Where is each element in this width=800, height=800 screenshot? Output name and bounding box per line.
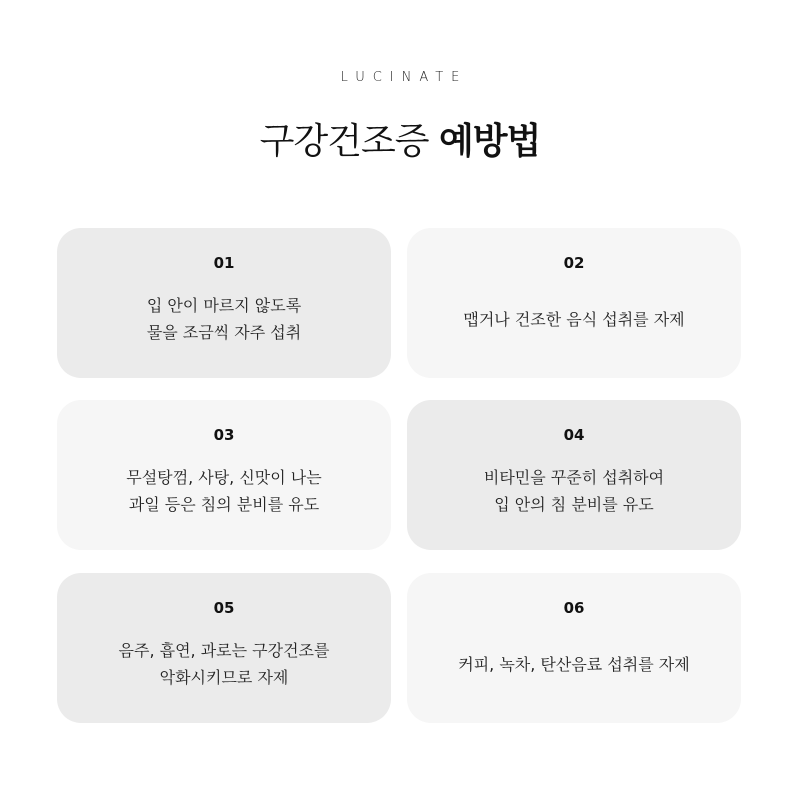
- tip-number: 04: [563, 426, 585, 444]
- tip-text: 맵거나 건조한 음식 섭취를 자제: [463, 310, 685, 329]
- tip-card-03: [57, 400, 391, 550]
- brand-logo: LUCINATE: [340, 70, 468, 85]
- tip-card-05: [57, 573, 391, 723]
- tip-number: 02: [563, 254, 585, 272]
- tip-text: 비타민을 꾸준히 섭취하여 입 안의 침 분비를 유도: [483, 468, 665, 514]
- tip-number: 03: [213, 426, 235, 444]
- tip-text: 입 안이 마르지 않도록 물을 조금씩 자주 섭취: [146, 296, 302, 342]
- tip-card-02: [407, 228, 741, 378]
- tip-number: 05: [213, 599, 235, 617]
- tip-card-01: [57, 228, 391, 378]
- tip-card-06: [407, 573, 741, 723]
- tip-card-04: [407, 400, 741, 550]
- tip-text: 무설탕껌, 사탕, 신맛이 나는 과일 등은 침의 분비를 유도: [126, 468, 322, 514]
- title-light: 구강건조증: [259, 121, 429, 162]
- title-bold: 예방법: [439, 121, 541, 162]
- tip-number: 06: [563, 599, 585, 617]
- tip-number: 01: [213, 254, 235, 272]
- page-title: [0, 118, 800, 166]
- tip-text: 커피, 녹차, 탄산음료 섭취를 자제: [458, 655, 690, 674]
- tip-text: 음주, 흡연, 과로는 구강건조를 악화시키므로 자제: [118, 641, 330, 687]
